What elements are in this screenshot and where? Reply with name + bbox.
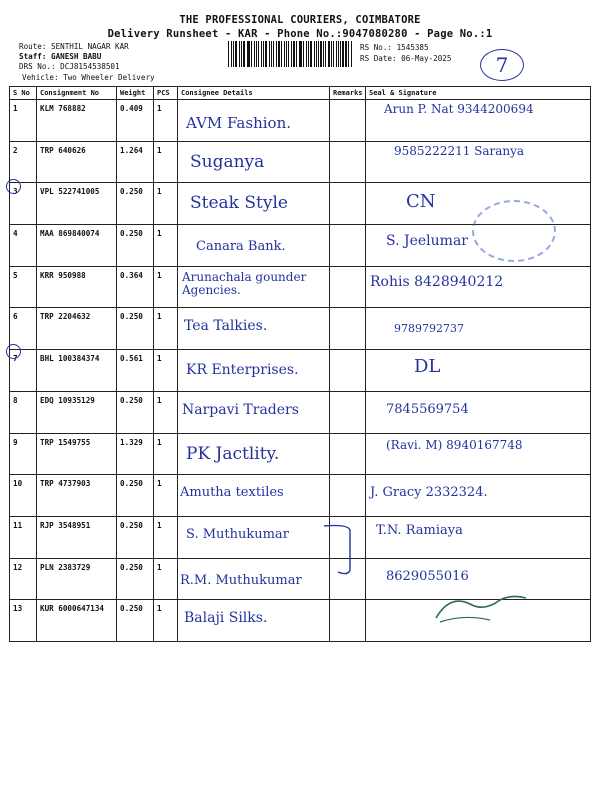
signature-handwriting: 9789792737	[394, 322, 464, 336]
cell-consignment: KRR 950988	[37, 266, 117, 308]
signature-handwriting: 9585222211 Saranya	[394, 143, 525, 158]
consignee-handwriting: Amutha textiles	[180, 485, 284, 501]
cell-sno: 3	[10, 183, 37, 225]
cell-consignment: TRP 1549755	[37, 433, 117, 475]
cell-signature	[366, 266, 591, 308]
row-check-mark	[6, 179, 21, 194]
cell-signature	[366, 433, 591, 475]
cell-consignment: TRP 4737903	[37, 475, 117, 517]
route-label: Route: SENTHIL NAGAR KAR	[19, 42, 129, 51]
cell-remarks	[330, 225, 366, 267]
rs-date: RS Date: 06-May-2025	[360, 54, 452, 63]
table-row	[10, 266, 591, 308]
cell-consignment: MAA 869840074	[37, 225, 117, 267]
signature-handwriting: 7845569754	[386, 401, 469, 417]
cell-consignee	[178, 433, 330, 475]
cell-sno: 12	[10, 558, 37, 600]
cell-weight: 0.250	[117, 516, 154, 558]
col-header: Seal & Signature	[366, 87, 591, 100]
consignee-handwriting: AVM Fashion.	[186, 114, 291, 132]
col-header: PCS	[154, 87, 178, 100]
cell-remarks	[330, 475, 366, 517]
col-header: Weight	[117, 87, 154, 100]
signature-handwriting: S. Jeelumar	[386, 233, 468, 250]
cell-weight: 0.250	[117, 558, 154, 600]
cell-remarks	[330, 141, 366, 183]
col-header: Remarks	[330, 87, 366, 100]
consignee-handwriting: PK Jactlity.	[186, 443, 280, 464]
col-header: S No	[10, 87, 37, 100]
cell-consignee	[178, 225, 330, 267]
cell-sno: 1	[10, 100, 37, 142]
cell-remarks	[330, 350, 366, 392]
cell-pcs: 1	[154, 225, 178, 267]
cell-pcs: 1	[154, 350, 178, 392]
cell-pcs: 1	[154, 433, 178, 475]
cell-consignee	[178, 350, 330, 392]
table-header	[10, 87, 591, 100]
cell-sno: 7	[10, 350, 37, 392]
cell-pcs: 1	[154, 600, 178, 642]
cell-consignee	[178, 475, 330, 517]
cell-consignee	[178, 308, 330, 350]
cell-signature	[366, 391, 591, 433]
cell-consignment: TRP 2204632	[37, 308, 117, 350]
consignee-handwriting: Tea Talkies.	[184, 318, 268, 335]
cell-signature	[366, 516, 591, 558]
consignee-handwriting: KR Enterprises.	[186, 362, 299, 379]
cell-sno: 11	[10, 516, 37, 558]
signature-handwriting: 8629055016	[386, 568, 469, 584]
cell-remarks	[330, 308, 366, 350]
cell-consignee	[178, 100, 330, 142]
cell-consignee	[178, 516, 330, 558]
signature-handwriting: CN	[406, 191, 436, 213]
signature-handwriting: Rohis 8428940212	[370, 273, 504, 290]
cell-signature	[366, 100, 591, 142]
cell-consignment: EDQ 10935129	[37, 391, 117, 433]
consignee-handwriting: Narpavi Traders	[182, 401, 299, 418]
runsheet-table	[9, 86, 591, 642]
cell-consignment: RJP 3548951	[37, 516, 117, 558]
cell-pcs: 1	[154, 100, 178, 142]
cell-weight: 0.409	[117, 100, 154, 142]
cell-weight: 0.250	[117, 225, 154, 267]
rs-number: RS No.: 1545385	[360, 43, 429, 52]
cell-signature	[366, 350, 591, 392]
cell-signature	[366, 141, 591, 183]
cell-consignment: VPL 522741005	[37, 183, 117, 225]
cell-remarks	[330, 433, 366, 475]
table-row	[10, 516, 591, 558]
cell-weight: 0.364	[117, 266, 154, 308]
cell-weight: 0.250	[117, 391, 154, 433]
col-header: Consignee Details	[178, 87, 330, 100]
signature-scribble	[430, 590, 530, 630]
consignee-handwriting: Canara Bank.	[196, 239, 286, 255]
cell-sno: 2	[10, 141, 37, 183]
signature-handwriting: J. Gracy 2332324.	[370, 485, 488, 501]
cell-consignee	[178, 558, 330, 600]
cell-consignee	[178, 183, 330, 225]
cell-consignee	[178, 391, 330, 433]
col-header: Consignment No	[37, 87, 117, 100]
signature-handwriting: DL	[414, 356, 441, 378]
cell-remarks	[330, 391, 366, 433]
cell-signature	[366, 475, 591, 517]
signature-handwriting: (Ravi. M) 8940167748	[386, 437, 523, 452]
cell-consignment: BHL 100384374	[37, 350, 117, 392]
company-title: THE PROFESSIONAL COURIERS, COIMBATORE	[179, 14, 421, 26]
cell-weight: 0.250	[117, 600, 154, 642]
cell-sno: 4	[10, 225, 37, 267]
vehicle-label: Vehicle: Two Wheeler Delivery	[22, 73, 155, 82]
cell-weight: 0.250	[117, 183, 154, 225]
cell-sno: 9	[10, 433, 37, 475]
barcode	[228, 41, 353, 67]
consignee-handwriting: Steak Style	[190, 193, 288, 214]
table-row	[10, 391, 591, 433]
cell-sno: 13	[10, 600, 37, 642]
cell-consignee	[178, 141, 330, 183]
cell-consignment: KUR 6000647134	[37, 600, 117, 642]
table-row	[10, 433, 591, 475]
cell-sno: 5	[10, 266, 37, 308]
cell-sno: 8	[10, 391, 37, 433]
table-row	[10, 475, 591, 517]
cell-consignment: KLM 768882	[37, 100, 117, 142]
cell-pcs: 1	[154, 141, 178, 183]
cell-pcs: 1	[154, 516, 178, 558]
cell-weight: 0.250	[117, 308, 154, 350]
cell-weight: 0.250	[117, 475, 154, 517]
consignee-handwriting: Suganya	[190, 151, 265, 172]
cell-pcs: 1	[154, 558, 178, 600]
bracket-mark	[320, 520, 360, 580]
cell-remarks	[330, 600, 366, 642]
consignee-handwriting: Balaji Silks.	[184, 610, 268, 627]
staff-label: Staff: GANESH BABU	[19, 52, 102, 61]
cell-consignee	[178, 266, 330, 308]
consignee-handwriting: Arunachala gounder Agencies.	[182, 269, 307, 297]
signature-handwriting: T.N. Ramiaya	[376, 522, 463, 538]
cell-sno: 6	[10, 308, 37, 350]
cell-weight: 1.329	[117, 433, 154, 475]
cell-pcs: 1	[154, 391, 178, 433]
page-mark: 7	[480, 49, 524, 81]
cell-weight: 1.264	[117, 141, 154, 183]
signature-handwriting: Arun P. Nat 9344200694	[384, 102, 534, 116]
consignee-handwriting: S. Muthukumar	[186, 526, 289, 542]
cell-pcs: 1	[154, 308, 178, 350]
cell-weight: 0.561	[117, 350, 154, 392]
cell-consignment: TRP 640626	[37, 141, 117, 183]
cell-pcs: 1	[154, 475, 178, 517]
table-row	[10, 100, 591, 142]
cell-consignee	[178, 600, 330, 642]
table-row	[10, 141, 591, 183]
cell-pcs: 1	[154, 183, 178, 225]
runsheet-subtitle: Delivery Runsheet - KAR - Phone No.:9047080280 - Page No.:1	[107, 28, 493, 40]
cell-consignment: PLN 2383729	[37, 558, 117, 600]
table-row	[10, 350, 591, 392]
cell-remarks	[330, 266, 366, 308]
cell-sno: 10	[10, 475, 37, 517]
cell-signature	[366, 308, 591, 350]
cell-pcs: 1	[154, 266, 178, 308]
consignee-handwriting: R.M. Muthukumar	[180, 572, 302, 588]
cell-remarks	[330, 100, 366, 142]
company-seal	[472, 200, 556, 262]
cell-remarks	[330, 183, 366, 225]
drs-number: DRS No.: DCJ8154538501	[19, 62, 120, 71]
table-row	[10, 308, 591, 350]
